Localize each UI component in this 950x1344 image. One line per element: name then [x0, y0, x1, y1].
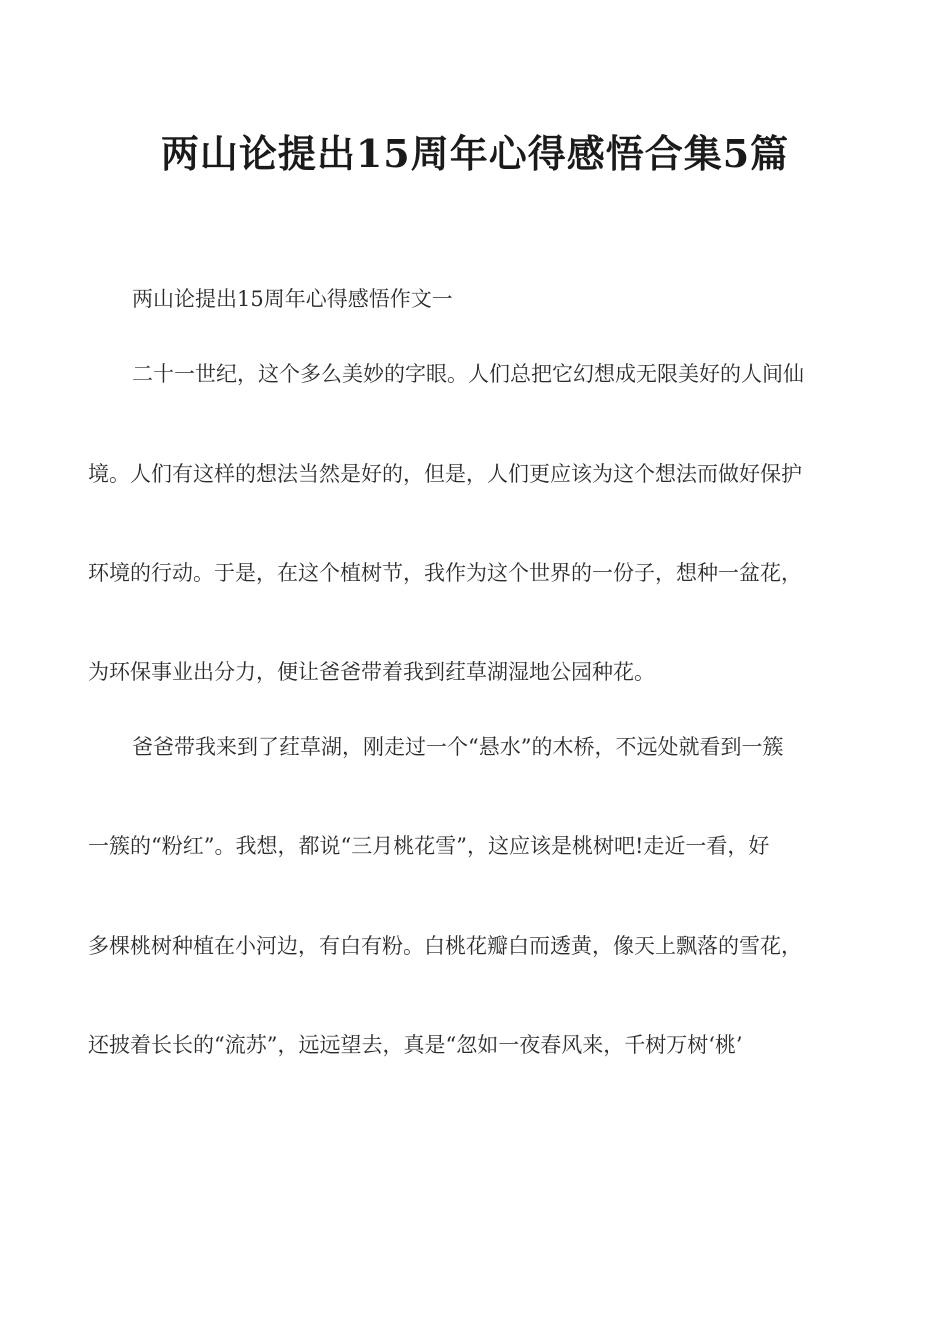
- section-heading: 两山论提出15周年心得感悟作文一: [132, 287, 453, 311]
- paragraph-line: 境。人们有这样的想法当然是好的，但是，人们更应该为这个想法而做好保护: [88, 462, 802, 486]
- paragraph-line: 一簇的“粉红”。我想，都说“三月桃花雪”，这应该是桃树吧!走近一看，好: [88, 834, 770, 858]
- paragraph-line: 爸爸带我来到了荭草湖，刚走过一个“悬水”的木桥，不远处就看到一簇: [132, 735, 784, 759]
- paragraph-line: 多棵桃树种植在小河边，有白有粉。白桃花瓣白而透黄，像天上飘落的雪花，: [88, 934, 802, 958]
- paragraph-line: 环境的行动。于是，在这个植树节，我作为这个世界的一份子，想种一盆花，: [88, 561, 802, 585]
- paragraph-line: 二十一世纪，这个多么美妙的字眼。人们总把它幻想成无限美好的人间仙: [132, 362, 804, 386]
- paragraph-line: 为环保事业出分力，便让爸爸带着我到荭草湖湿地公园种花。: [88, 660, 655, 684]
- document-title: 两山论提出15周年心得感悟合集5篇: [160, 131, 790, 176]
- paragraph-line: 还披着长长的“流苏”，远远望去，真是“忽如一夜春风来，千树万树‘桃’: [88, 1033, 743, 1057]
